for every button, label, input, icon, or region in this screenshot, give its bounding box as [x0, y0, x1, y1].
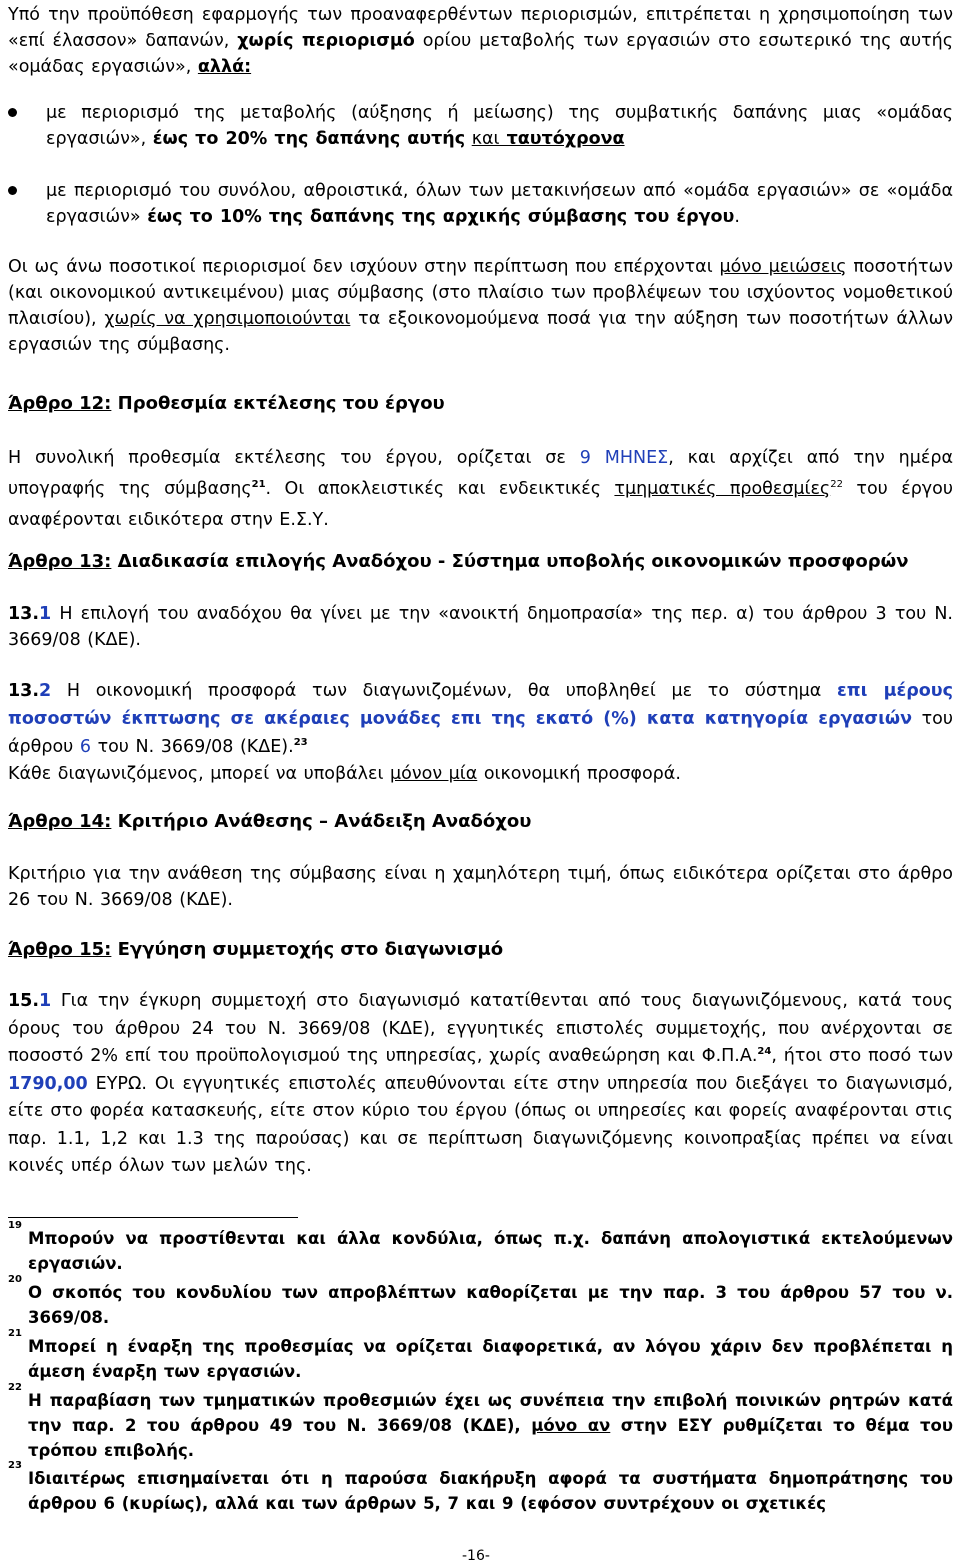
footnote-number: 22: [8, 1382, 22, 1393]
article-15-1: [8, 988, 953, 1181]
footnote-ref: 22: [830, 479, 843, 491]
bullet-icon: [8, 108, 17, 117]
footnote-ref: 21: [251, 479, 266, 491]
article-12-heading: [8, 393, 445, 414]
clause-number: 13.: [8, 604, 40, 624]
heading-title: Προθεσμία εκτέλεσης του έργου: [111, 393, 445, 414]
article-13-offer: [8, 761, 953, 787]
footnote-text: Ο σκοπός του κονδυλίου των απροβλέπτων καθορίζεται με την παρ. 3 του άρθρου 57 του ν. 3669/08.: [28, 1283, 953, 1327]
text: του Ν. 3669/08 (ΚΔΕ).: [91, 737, 294, 757]
clause-number: 13.: [8, 681, 40, 701]
footnote-text: Η παραβίαση των τμηματικών προθεσμιών έχει ως συνέπεια την επιβολή ποινικών ρητρών κατά την παρ. 2 του άρθρου 49 του Ν. 3669/08 (ΚΔΕ),: [28, 1391, 953, 1435]
months-value: 9: [579, 448, 591, 468]
bullet-end: .: [734, 207, 740, 227]
bullet-space: [465, 129, 472, 149]
footnote-number: 21: [8, 1328, 22, 1339]
footnote: [8, 1220, 953, 1276]
bullet-item: [8, 100, 953, 152]
text: Η επιλογή του αναδόχου θα γίνει με την «ανοικτή δημοπρασία» της περ. α) του άρθρου 3 του Ν. 3669/08 (ΚΔΕ).: [8, 604, 953, 650]
limits-text: ποσοτήτων (και οικονομικού αντικειμένου) μιας σύμβασης (στο πλαίσιο των προβλέψεων του ισχύοντος νομοθετικού πλαισίου),: [8, 257, 953, 329]
article-12-paragraph: [8, 443, 953, 536]
footnote: [8, 1460, 953, 1516]
heading-title: Διαδικασία επιλογής Αναδόχου - Σύστημα υποβολής οικονομικών προσφορών: [111, 551, 909, 572]
footnote-text: Μπορεί η έναρξη της προθεσμίας να ορίζεται διαφορετικά, αν λόγου χάριν δεν προβλέπεται η άμεση έναρξη των εργασιών.: [28, 1337, 953, 1381]
text: . Οι αποκλειστικές και ενδεικτικές: [265, 479, 615, 499]
intro-text-2: ορίου μεταβολής των εργασιών στο εσωτερικό της αυτής «ομάδας εργασιών»,: [8, 31, 953, 77]
text: , και αρχίζει από την ημέρα υπογραφής της σύμβασης: [8, 448, 953, 499]
bullet-item: [8, 178, 953, 230]
footnote-text: Ιδιαιτέρως επισημαίνεται ότι η παρούσα διακήρυξη αφορά τα συστήματα δημοπράτησης του άρθρου 6 (κυρίως), αλλά και των άρθρων 5, 7 και 9 (εφόσον συντρέχουν οι σχετικές: [28, 1469, 953, 1513]
text: Η οικονομική προσφορά των διαγωνιζομένων, θα υποβληθεί με το σύστημα: [51, 681, 838, 701]
limits-paragraph: [8, 254, 953, 358]
heading-label: Άρθρο 14:: [8, 811, 112, 832]
text: του έργου αναφέρονται ειδικότερα στην Ε.Σ.Υ.: [8, 479, 953, 530]
limits-text: τα εξοικονομούμενα ποσά για την αύξηση των ποσοτήτων άλλων εργασιών της σύμβασης.: [8, 309, 953, 355]
article-15-heading: [8, 939, 503, 960]
heading-label: Άρθρο 12:: [8, 393, 112, 414]
limits-text: Οι ως άνω ποσοτικοί περιορισμοί δεν ισχύουν στην περίπτωση που επέρχονται: [8, 257, 720, 277]
spacer: [591, 448, 605, 468]
footnote-text: Μπορούν να προστίθενται και άλλα κονδύλια, όπως π.χ. δαπάνη απολογιστικά εκτελούμενων εργασιών.: [28, 1229, 953, 1273]
underlined-text: μόνον μία: [390, 764, 478, 784]
text: , ήτοι στο ποσό των: [771, 1046, 953, 1066]
clause-number: 15.: [8, 991, 40, 1011]
footnote-number: 23: [8, 1460, 22, 1471]
amount-value: 1790,00: [8, 1073, 88, 1094]
text: Για την έγκυρη συμμετοχή στο διαγωνισμό κατατίθενται από τους διαγωνιζόμενους, κατά τους όρους του άρθρου 24 του Ν. 3669/08 (ΚΔΕ), εγγυητικές επιστολές συμμετοχής, που ανέρχονται σε ποσοστό 2% επί του προϋπολογισμού της υπηρεσίας, χωρίς αναθεώρηση και Φ.Π.Α.: [8, 991, 953, 1066]
footnote-text: στην ΕΣΥ ρυθμίζεται το θέμα του τρόπου επιβολής.: [28, 1416, 953, 1460]
intro-paragraph: [8, 2, 953, 80]
text: οικονομική προσφορά.: [477, 764, 681, 784]
footnote-number: 20: [8, 1274, 22, 1285]
bullet-bold: έως το 10% της δαπάνης της αρχικής σύμβασης του έργου: [147, 207, 735, 227]
intro-but: αλλά:: [197, 57, 252, 77]
intro-text: Υπό την προϋπόθεση εφαρμογής των προαναφερθέντων περιορισμών, επιτρέπεται η χρησιμοποίηση των «επί έλασσον» δαπανών,: [8, 5, 953, 51]
footnote: [8, 1328, 953, 1384]
article-number: 6: [79, 737, 91, 757]
footnote-number: 19: [8, 1220, 22, 1231]
bullet-bold: έως το 20% της δαπάνης αυτής: [152, 129, 466, 149]
bullet-underline: και: [471, 129, 500, 149]
footnote-underline: μόνο αν: [531, 1416, 611, 1435]
bullet-text: με περιορισμό της μεταβολής (αύξησης ή μείωσης) της συμβατικής δαπάνης μιας «ομάδας εργασιών»,: [46, 103, 953, 149]
article-14-paragraph: Κριτήριο για την ανάθεση της σύμβασης είναι η χαμηλότερη τιμή, όπως ειδικότερα ορίζεται στο άρθρο 26 του Ν. 3669/08 (ΚΔΕ).: [8, 864, 953, 910]
footnote-ref: 23: [293, 737, 308, 749]
footnote-separator: [8, 1217, 298, 1218]
text: Η συνολική προθεσμία εκτέλεσης του έργου, ορίζεται σε: [8, 448, 580, 468]
article-13-1: [8, 601, 953, 653]
footnote: [8, 1382, 953, 1463]
heading-label: Άρθρο 13:: [8, 551, 112, 572]
months-unit: ΜΗΝΕΣ: [604, 448, 669, 468]
clause-number: 1: [39, 604, 52, 624]
article-13-2: [8, 677, 953, 761]
limits-underline: χωρίς να χρησιμοποιούνται: [104, 309, 351, 329]
text: Κάθε διαγωνιζόμενος, μπορεί να υποβάλει: [8, 764, 390, 784]
clause-number: 1: [39, 991, 52, 1011]
article-13-heading: [8, 551, 909, 572]
underlined-text: τμηματικές προθεσμίες: [614, 479, 831, 499]
highlighted-text: επι μέρους ποσοστών έκπτωσης σε ακέραιες μονάδες επι της εκατό (%) κατα κατηγορία εργασιών: [8, 681, 953, 729]
bullet-icon: [8, 186, 17, 195]
footnote: [8, 1274, 953, 1330]
limits-underline: μόνο μειώσεις: [719, 257, 847, 277]
bullet-bold-underline: ταυτόχρονα: [499, 129, 625, 149]
page-number: -16-: [462, 1548, 490, 1564]
intro-bold: χωρίς περιορισμό: [237, 31, 415, 51]
heading-label: Άρθρο 15:: [8, 939, 112, 960]
text: του άρθρου: [8, 709, 953, 757]
article-14-heading: [8, 811, 531, 832]
heading-title: Εγγύηση συμμετοχής στο διαγωνισμό: [111, 939, 504, 960]
text: ΕΥΡΩ. Οι εγγυητικές επιστολές απευθύνονται είτε στην υπηρεσία που διεξάγει το διαγωνισμό, είτε στο φορέα κατασκευής, είτε στον κύριο του έργου (όπως οι υπηρεσίες και φορείς αναφέρονται στις παρ. 1.1, 1,2 και 1.3 της παρούσας) και σε περίπτωση διαγωνιζόμενης κοινοπραξίας πρέπει να είναι κοινές υπέρ όλων των μελών της.: [8, 1073, 953, 1176]
heading-title: Κριτήριο Ανάθεσης – Ανάδειξη Αναδόχου: [111, 811, 532, 832]
footnote-ref: 24: [757, 1046, 772, 1058]
bullet-text: με περιορισμό του συνόλου, αθροιστικά, όλων των μετακινήσεων από «ομάδα εργασιών» σε «ομάδα εργασιών»: [46, 181, 953, 227]
clause-number: 2: [39, 681, 52, 701]
